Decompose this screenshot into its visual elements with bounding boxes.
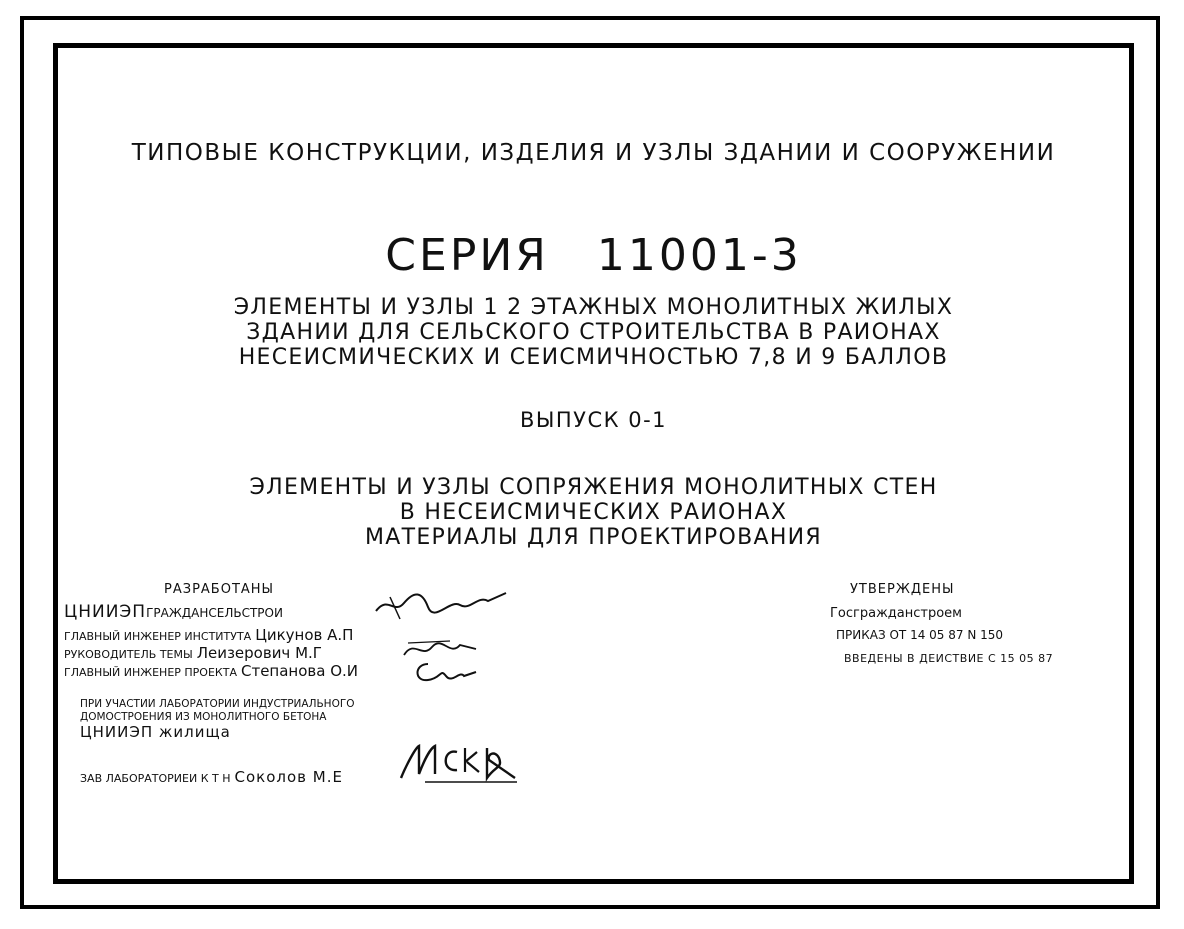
developed-heading: РАЗРАБОТАНЫ [164,582,275,597]
participation-org: ЦНИИЭП жилища [80,723,231,741]
signature-lab-head [395,738,525,788]
developer-org-suffix: ГРАЖДАНСЕЛЬСТРОИ [146,606,283,620]
chief-engineer-role: ГЛАВНЫЙ ИНЖЕНЕР ИНСТИТУТА [64,630,252,643]
developer-org [64,602,283,622]
approved-heading: УТВЕРЖДЕНЫ [850,582,955,597]
chief-engineer-name: Цикунов А.П [255,626,354,644]
subtitle-line-2: ЗДАНИИ ДЛЯ СЕЛЬСКОГО СТРОИТЕЛЬСТВА В РАИОНАХ [246,320,941,345]
issue-title [53,475,1134,550]
subtitle-line-3: НЕСЕИСМИЧЕСКИХ И СЕИСМИЧНОСТЬЮ 7,8 И 9 БАЛЛОВ [238,345,949,370]
series-heading [53,230,1134,281]
subtitle-line-1: ЭЛЕМЕНТЫ И УЗЛЫ 1 2 ЭТАЖНЫХ МОНОЛИТНЫХ ЖИЛЫХ [233,295,954,320]
issue-label: ВЫПУСК 0-1 [519,408,668,432]
lab-head-name: Соколов М.Е [234,768,343,786]
approving-org: Госгражданстроем [830,606,962,621]
signature-chief [370,585,510,625]
project-engineer-role: ГЛАВНЫЙ ИНЖЕНЕР ПРОЕКТА [64,666,237,679]
lab-head-row [80,768,343,786]
project-engineer-name: Степанова О.И [240,662,359,680]
project-engineer-row [64,662,358,680]
part-line-3: МАТЕРИАЛЫ ДЛЯ ПРОЕКТИРОВАНИЯ [364,525,823,550]
lab-head-role: ЗАВ ЛАБОРАТОРИЕИ К Т Н [80,772,231,785]
participation-line-1: ПРИ УЧАСТИИ ЛАБОРАТОРИИ ИНДУСТРИАЛЬНОГО [80,698,355,710]
top-title: ТИПОВЫЕ КОНСТРУКЦИИ, ИЗДЕЛИЯ И УЗЛЫ ЗДАНИИ И СООРУЖЕНИИ [131,140,1056,166]
series-label: СЕРИЯ [385,230,549,281]
signature-project-engineer [410,658,480,686]
participation-block [80,698,355,786]
series-subtitle [53,295,1134,370]
approval-order: ПРИКАЗ ОТ 14 05 87 N 150 [836,628,1004,642]
part-line-1: ЭЛЕМЕНТЫ И УЗЛЫ СОПРЯЖЕНИЯ МОНОЛИТНЫХ СТЕН [249,475,938,500]
part-line-2: В НЕСЕИСМИЧЕСКИХ РАИОНАХ [399,500,788,525]
theme-lead-role: РУКОВОДИТЕЛЬ ТЕМЫ [64,648,193,661]
chief-engineer-row [64,626,353,644]
participation-line-2: ДОМОСТРОЕНИЯ ИЗ МОНОЛИТНОГО БЕТОНА [80,711,327,723]
developer-org-name: ЦНИИЭП [64,602,147,622]
theme-lead-row [64,644,322,662]
effective-date: ВВЕДЕНЫ В ДЕИСТВИЕ С 15 05 87 [844,652,1054,665]
series-number: 11001-3 [596,230,802,281]
inner-border [53,43,1134,884]
theme-lead-name: Леизерович М.Г [196,644,322,662]
